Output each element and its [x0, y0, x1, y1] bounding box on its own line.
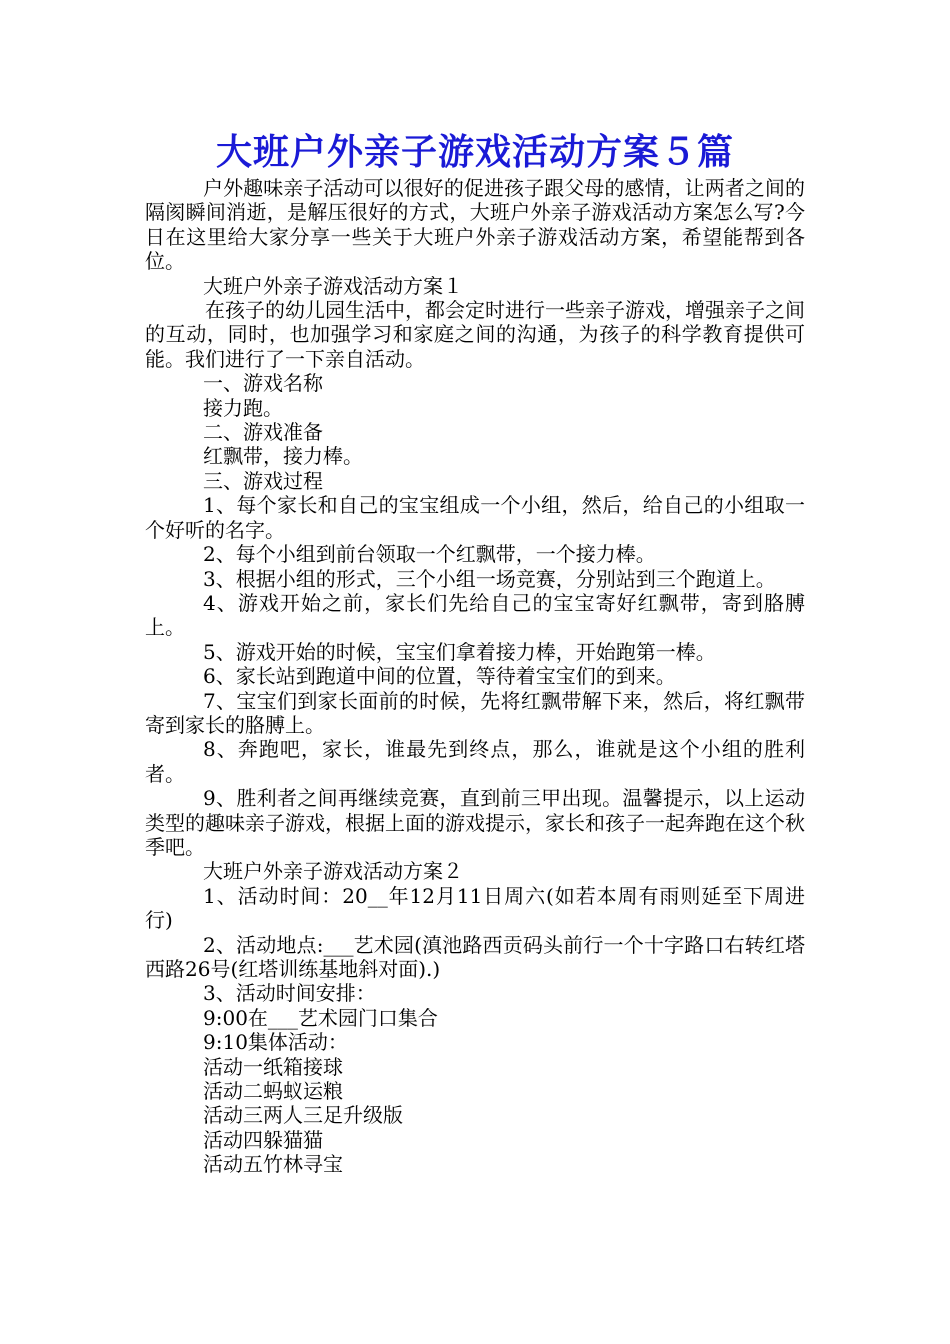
activity-item-5: 活动五竹林寻宝	[203, 1152, 343, 1177]
game-prep-text: 红飘带，接力棒。	[203, 444, 363, 469]
heading-game-prep: 二、游戏准备	[203, 420, 323, 445]
process-step-9: 9、胜利者之间再继续竞赛，直到前三甲出现。温馨提示，以上运动类型的趣味亲子游戏，根据上面的游戏提示，家长和孩子一起奔跑在这个秋季吧。	[145, 786, 805, 859]
process-step-8: 8、奔跑吧，家长，谁最先到终点，那么，谁就是这个小组的胜利者。	[145, 737, 805, 786]
process-step-6: 6、家长站到跑道中间的位置，等待着宝宝们的到来。	[203, 664, 676, 689]
section-heading-plan-2: 大班户外亲子游戏活动方案２	[203, 859, 463, 884]
document-body	[145, 176, 805, 1177]
schedule-item-assembly: 9:00在___艺术园门口集合	[203, 1005, 438, 1030]
process-step-4: 4、游戏开始之前，家长们先给自己的宝宝寄好红飘带，寄到胳膊上。	[145, 590, 805, 640]
intro-paragraph: 户外趣味亲子活动可以很好的促进孩子跟父母的感情，让两者之间的隔阂瞬间消逝，是解压很好的方式，大班户外亲子游戏活动方案怎么写?今日在这里给大家分享一些关于大班户外亲子游戏活动方案，希望能帮到各位。	[145, 176, 805, 274]
document-title: 大班户外亲子游戏活动方案５篇	[215, 131, 734, 173]
heading-game-name: 一、游戏名称	[203, 371, 323, 396]
activity-item-3: 活动三两人三足升级版	[203, 1103, 403, 1128]
plan-1-intro: 在孩子的幼儿园生活中，都会定时进行一些亲子游戏，增强亲子之间的互动，同时，也加强学习和家庭之间的沟通，为孩子的科学教育提供可能。我们进行了一下亲自活动。	[145, 298, 805, 371]
plan-2-activity-location: 2、活动地点:___艺术园(滇池路西贡码头前行一个十字路口右转红塔西路26号(红塔训练基地斜对面).)	[145, 932, 805, 981]
game-name-text: 接力跑。	[203, 395, 283, 420]
process-step-2: 2、每个小组到前台领取一个红飘带，一个接力棒。	[203, 542, 656, 567]
plan-2-schedule-heading: 3、活动时间安排：	[203, 981, 376, 1006]
heading-game-process: 三、游戏过程	[203, 468, 323, 493]
process-step-3: 3、根据小组的形式，三个小组一场竞赛，分别站到三个跑道上。	[203, 566, 776, 591]
activity-item-2: 活动二蚂蚁运粮	[203, 1079, 343, 1104]
section-heading-plan-1: 大班户外亲子游戏活动方案１	[203, 273, 463, 298]
document-page	[145, 128, 805, 1177]
activity-item-4: 活动四躲猫猫	[203, 1127, 323, 1152]
activity-item-1: 活动一纸箱接球	[203, 1054, 343, 1079]
schedule-item-group-activity: 9:10集体活动：	[203, 1030, 348, 1055]
process-step-7: 7、宝宝们到家长面前的时候，先将红飘带解下来，然后，将红飘带寄到家长的胳膊上。	[145, 688, 805, 737]
process-step-5: 5、游戏开始的时候，宝宝们拿着接力棒，开始跑第一棒。	[203, 639, 716, 664]
process-step-1: 1、每个家长和自己的宝宝组成一个小组，然后，给自己的小组取一个好听的名字。	[145, 493, 805, 542]
plan-2-activity-time: 1、活动时间：20__年12月11日周六(如若本周有雨则延至下周进行)	[145, 883, 805, 933]
